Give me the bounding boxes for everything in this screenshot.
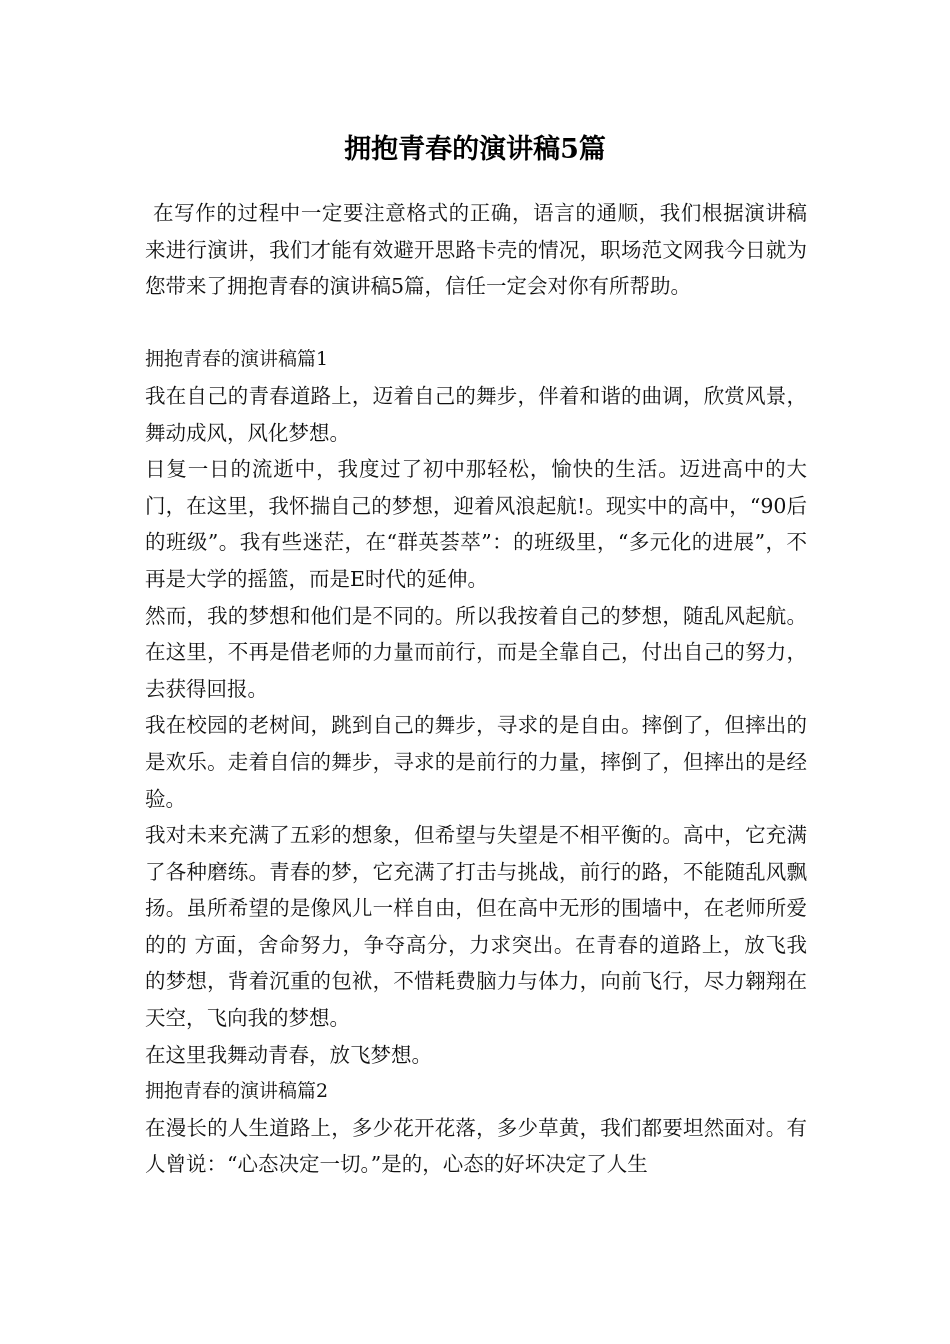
section1-paragraph: 在这里我舞动青春，放飞梦想。 bbox=[145, 1042, 432, 1067]
section1-paragraph: 日复一日的流逝中，我度过了初中那轻松，愉快的生活。迈进高中的大门，在这里，我怀揣自己的梦想，迎着风浪起航!。现实中的高中，“90后的班级”。我有些迷茫，在“群英荟萃”：的班级里，“多元化的进展”，不再是大学的摇篮，而是E时代的延伸。 bbox=[145, 457, 807, 591]
document-title: 拥抱青春的演讲稿5篇 bbox=[344, 134, 606, 165]
paragraph-spacer bbox=[145, 305, 807, 342]
section1-paragraph: 我对未来充满了五彩的想象，但希望与失望是不相平衡的。高中，它充满了各种磨练。青春的梦，它充满了打击与挑战，前行的路，不能随乱风飘扬。虽所希望的是像风儿一样自由，但在高中无形的围墙中，在老师所爱的的 方面，舍命努力，争夺高分，力求突出。在青春的道路上，放飞我的梦想，背着沉重的包袱，不惜耗费脑力与体力，向前飞行，尽力翱翔在天空，飞向我的梦想。 bbox=[145, 823, 807, 1031]
section2-paragraph: 在漫长的人生道路上，多少花开花落，多少草黄，我们都要坦然面对。有人曾说：“心态决定一切。”是的，心态的好坏决定了人生 bbox=[145, 1115, 807, 1177]
section-heading-1: 拥抱青春的演讲稿篇1 bbox=[145, 348, 329, 371]
section1-paragraph: 然而，我的梦想和他们是不同的。所以我按着自己的梦想，随乱风起航。在这里，不再是借老师的力量而前行，而是全靠自己，付出自己的努力，去获得回报。 bbox=[145, 603, 807, 701]
section1-paragraph: 我在校园的老树间，跳到自己的舞步，寻求的是自由。摔倒了，但摔出的是欢乐。走着自信的舞步，寻求的是前行的力量，摔倒了，但摔出的是经验。 bbox=[145, 713, 807, 811]
intro-paragraph: 在写作的过程中一定要注意格式的正确，语言的通顺，我们根据演讲稿来进行演讲，我们才能有效避开思路卡壳的情况，职场范文网我今日就为您带来了拥抱青春的演讲稿5篇，信任一定会对你有所帮助。 bbox=[145, 201, 807, 299]
section1-paragraph: 我在自己的青春道路上，迈着自己的舞步，伴着和谐的曲调，欣赏风景，舞动成风，风化梦想。 bbox=[145, 383, 807, 445]
document-body bbox=[145, 195, 807, 1183]
section-heading-2: 拥抱青春的演讲稿篇2 bbox=[145, 1080, 329, 1103]
